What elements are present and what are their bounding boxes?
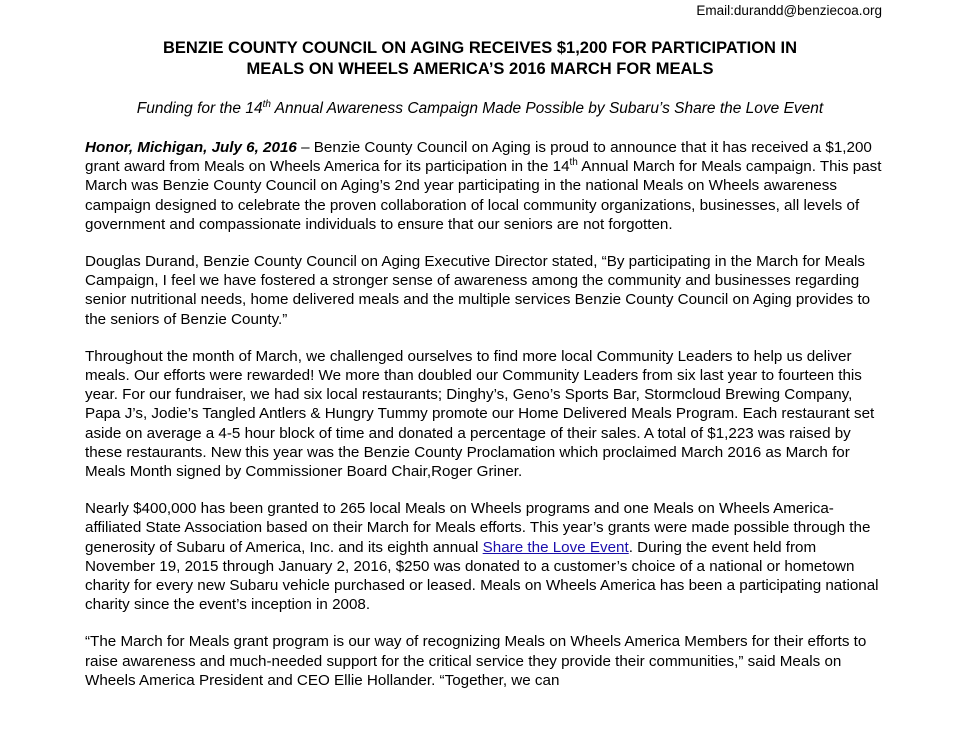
press-release-body	[85, 138, 885, 708]
press-release-title	[0, 38, 960, 80]
paragraph-1	[85, 138, 885, 234]
dateline: Honor, Michigan, July 6, 2016	[85, 139, 297, 156]
paragraph-3: Throughout the month of March, we challenged ourselves to find more local Community Leaders to help us deliver meals. Our efforts were rewarded! We more than doubled our Community Leaders from six last year to fourteen this year. For our fundraiser, we had six local restaurants; Dinghy’s, Geno’s Sports Bar, Stormcloud Brewing Company, Papa J’s, Jodie’s Tangled Antlers & Hungry Tummy promote our Home Delivered Meals Program. Each restaurant set aside on average a 4-5 hour block of time and donated a percentage of their sales. A total of $1,223 was raised by these restaurants. New this year was the Benzie County Proclamation which proclaimed March 2016 as March for Meals Month signed by Commissioner Board Chair,Roger Griner.	[85, 347, 875, 481]
paragraph-1-text-b: Annual March for Meals campaign. This past March was Benzie County Council on Aging’s 2nd year participating in the national Meals on Wheels awareness campaign designed to celebrate the proven collaboration of local community organizations, businesses, all levels of government and compassionate individuals to ensure that our seniors are not forgotten.	[85, 158, 882, 233]
paragraph-4	[85, 499, 885, 614]
title-line-2: MEALS ON WHEELS AMERICA’S 2016 MARCH FOR MEALS	[246, 60, 714, 78]
paragraph-1-superscript: th	[569, 157, 578, 169]
subtitle-text-after: Annual Awareness Campaign Made Possible by Subaru’s Share the Love Event	[270, 100, 824, 117]
title-line-1: BENZIE COUNTY COUNCIL ON AGING RECEIVES $1,200 FOR PARTICIPATION IN	[162, 39, 798, 57]
paragraph-4-text-a: Nearly $400,000 has been granted to 265 local Meals on Wheels programs and one Meals on Wheels America-affiliated State Association based on their March for Meals efforts. This year’s grants were made possible through the generosity of Subaru of America, Inc. and its eighth annual	[85, 500, 871, 556]
contact-email: Email:durandd@benziecoa.org	[696, 3, 882, 18]
paragraph-1-text-a: – Benzie County Council on Aging is proud to announce that it has received a $1,200 grant award from Meals on Wheels America for its participation in the 14	[85, 139, 872, 176]
paragraph-5: “The March for Meals grant program is our way of recognizing Meals on Wheels America Members for their efforts to raise awareness and much-needed support for the critical service they provide their communities,” said Meals on Wheels America President and CEO Ellie Hollander. “Together, we can	[85, 633, 867, 689]
paragraph-4-text-b: . During the event held from November 19, 2015 through January 2, 2016, $250 was donated to a customer’s choice of a national or hometown charity for every new Subaru vehicle purchased or leased. Meals on Wheels America has been a participating national charity since the event’s inception in 2008.	[85, 538, 879, 614]
press-release-subtitle	[0, 100, 960, 118]
paragraph-2: Douglas Durand, Benzie County Council on Aging Executive Director stated, “By participating in the March for Meals Campaign, I feel we have fostered a stronger sense of awareness among the community and businesses regarding senior nutritional needs, home delivered meals and the multiple services Benzie County Council on Aging provides to the seniors of Benzie County.”	[85, 253, 871, 328]
subtitle-text-before: Funding for the 14	[136, 100, 263, 117]
share-the-love-event-link[interactable]: Share the Love Event	[482, 538, 629, 556]
subtitle-superscript: th	[262, 99, 271, 110]
